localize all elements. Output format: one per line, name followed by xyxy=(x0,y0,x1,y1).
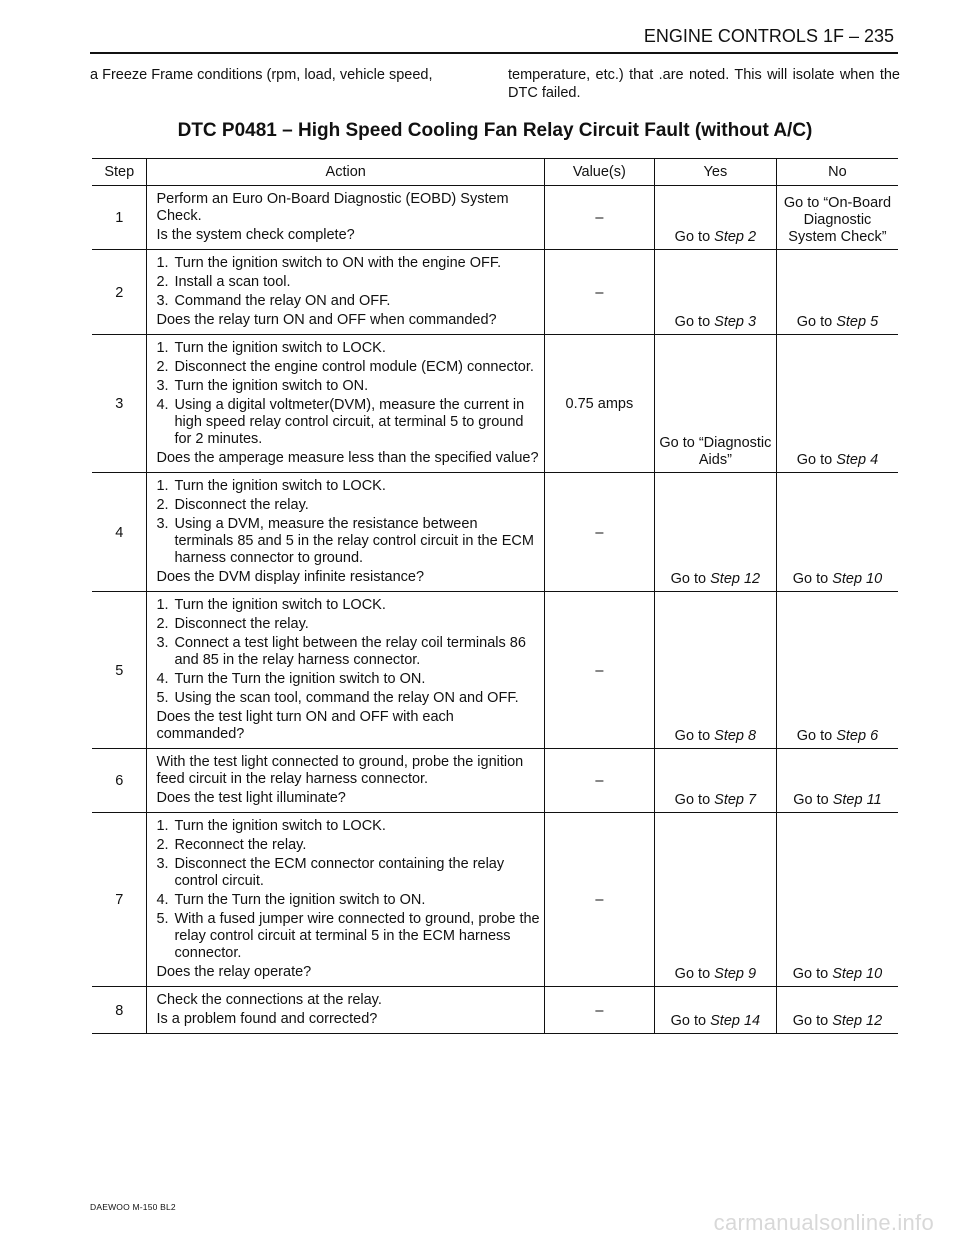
yes-goto xyxy=(675,792,756,808)
no-goto-text: Go to “On-Board Diagnostic System Check” xyxy=(783,195,892,245)
action-item-text: Disconnect the ECM connector containing the relay control circuit. xyxy=(174,856,505,889)
action-cell xyxy=(147,335,544,473)
column-header-step: Step xyxy=(92,159,147,186)
action-text: Does the test light illuminate? xyxy=(156,790,346,806)
no-cell xyxy=(776,813,898,987)
step-number: 6 xyxy=(92,749,147,813)
action-item-text: Reconnect the relay. xyxy=(174,837,307,853)
no-cell xyxy=(776,186,898,250)
no-goto xyxy=(797,728,878,744)
action-item-number: 3. xyxy=(156,635,169,651)
yes-goto xyxy=(675,229,756,245)
action-item-number: 4. xyxy=(156,892,169,908)
no-goto-prefix: Go to xyxy=(792,966,833,982)
no-cell xyxy=(776,250,898,335)
step-number: 7 xyxy=(92,813,147,987)
action-item-text: Turn the ignition switch to ON with the engine OFF. xyxy=(174,255,502,271)
action-item xyxy=(156,856,539,890)
yes-goto-prefix: Go to xyxy=(670,571,711,587)
yes-goto-prefix: Go to xyxy=(670,1013,711,1029)
intro-text xyxy=(90,66,900,102)
no-goto-ref: Step 4 xyxy=(836,452,879,468)
value-cell: – xyxy=(544,987,654,1034)
no-goto xyxy=(797,452,878,468)
column-header-action: Action xyxy=(147,159,544,186)
no-goto xyxy=(793,792,881,808)
action-item-text: Disconnect the engine control module (ECM) connector. xyxy=(174,359,534,375)
yes-cell xyxy=(654,592,776,749)
action-item-number: 4. xyxy=(156,671,169,687)
action-item-number: 2. xyxy=(156,497,169,513)
step-number: 5 xyxy=(92,592,147,749)
action-item-text: With a fused jumper wire connected to ground, probe the relay control circuit at terminal 5 in the ECM harness connector. xyxy=(174,911,540,961)
table-row xyxy=(92,186,898,250)
action-item-text: Turn the Turn the ignition switch to ON. xyxy=(174,671,426,687)
table-row xyxy=(92,250,898,335)
no-goto-ref: Step 10 xyxy=(832,966,883,982)
column-header-no: No xyxy=(776,159,898,186)
no-cell xyxy=(776,749,898,813)
action-item xyxy=(156,293,539,310)
column-header-yes: Yes xyxy=(654,159,776,186)
dtc-title: DTC P0481 – High Speed Cooling Fan Relay Circuit Fault (without A/C) xyxy=(177,120,813,141)
action-cell xyxy=(147,473,544,592)
yes-goto xyxy=(675,728,756,744)
action-text: Perform an Euro On-Board Diagnostic (EOBD) System Check. xyxy=(156,191,509,224)
action-cell xyxy=(147,813,544,987)
value-cell: 0.75 amps xyxy=(544,335,654,473)
step-number: 4 xyxy=(92,473,147,592)
table-header-row xyxy=(92,159,898,186)
step-number: 8 xyxy=(92,987,147,1034)
yes-cell xyxy=(654,749,776,813)
action-item-text: Disconnect the relay. xyxy=(174,497,309,513)
table-body xyxy=(92,186,898,1034)
action-item xyxy=(156,397,539,448)
yes-goto-ref: Step 12 xyxy=(710,571,761,587)
value-cell: – xyxy=(544,186,654,250)
action-item xyxy=(156,892,539,909)
yes-cell xyxy=(654,250,776,335)
no-goto-prefix: Go to xyxy=(793,792,833,808)
no-goto-ref: Step 11 xyxy=(832,792,882,808)
action-item-number: 1. xyxy=(156,255,169,271)
action-item-text: Command the relay ON and OFF. xyxy=(174,293,391,309)
action-item-text: Turn the ignition switch to LOCK. xyxy=(174,597,386,613)
no-goto xyxy=(793,1013,883,1029)
action-item xyxy=(156,497,539,514)
action-item-number: 3. xyxy=(156,378,169,394)
action-item xyxy=(156,671,539,688)
yes-goto xyxy=(675,966,756,982)
table-row xyxy=(92,592,898,749)
action-item xyxy=(156,597,539,614)
yes-goto-ref: Step 8 xyxy=(714,728,757,744)
action-item-text: Connect a test light between the relay coil terminals 86 and 85 in the relay harness connector. xyxy=(174,635,526,668)
yes-goto xyxy=(671,1013,761,1029)
action-item-text: Using a DVM, measure the resistance between terminals 85 and 5 in the relay control circuit in the ECM harness connector to ground. xyxy=(174,516,534,566)
no-goto-ref: Step 6 xyxy=(836,728,879,744)
action-item-number: 1. xyxy=(156,597,169,613)
action-item xyxy=(156,340,539,357)
page-header xyxy=(90,22,898,54)
action-item xyxy=(156,255,539,272)
column-header-values: Value(s) xyxy=(544,159,654,186)
table-row xyxy=(92,987,898,1034)
intro-left: a Freeze Frame conditions (rpm, load, vehicle speed, xyxy=(90,67,433,83)
action-item xyxy=(156,837,539,854)
action-item xyxy=(156,516,539,567)
yes-goto-prefix: Go to xyxy=(674,792,715,808)
action-item xyxy=(156,690,539,707)
action-item xyxy=(156,274,539,291)
action-text: Does the test light turn ON and OFF with each commanded? xyxy=(156,709,454,742)
action-item-number: 4. xyxy=(156,397,169,413)
action-item-number: 2. xyxy=(156,359,169,375)
action-text: Check the connections at the relay. xyxy=(156,992,382,1008)
no-goto xyxy=(797,314,878,330)
yes-goto-ref: Step 9 xyxy=(714,966,757,982)
no-goto-prefix: Go to xyxy=(792,571,833,587)
action-item-number: 2. xyxy=(156,274,169,290)
action-cell xyxy=(147,749,544,813)
yes-goto-ref: Step 7 xyxy=(714,792,757,808)
action-text: Does the DVM display infinite resistance? xyxy=(156,569,425,585)
yes-goto-ref: Step 14 xyxy=(710,1013,761,1029)
action-item-text: Turn the ignition switch to LOCK. xyxy=(174,340,386,356)
yes-goto-ref: Step 2 xyxy=(714,229,757,245)
no-cell xyxy=(776,592,898,749)
action-item-text: Install a scan tool. xyxy=(174,274,291,290)
no-cell xyxy=(776,473,898,592)
yes-cell xyxy=(654,813,776,987)
table-row xyxy=(92,473,898,592)
footer-code: DAEWOO M-150 BL2 xyxy=(90,1202,176,1212)
no-goto-prefix: Go to xyxy=(796,314,837,330)
intro-right: temperature, etc.) that .are noted. This will isolate when the DTC failed. xyxy=(508,67,900,101)
action-item xyxy=(156,616,539,633)
step-number: 1 xyxy=(92,186,147,250)
no-cell xyxy=(776,335,898,473)
action-text: Does the amperage measure less than the specified value? xyxy=(156,450,539,466)
action-text: Is the system check complete? xyxy=(156,227,355,243)
yes-goto-prefix: Go to xyxy=(674,966,715,982)
yes-goto-text: Go to “Diagnostic Aids” xyxy=(659,435,772,468)
action-item-number: 5. xyxy=(156,911,169,927)
action-item-number: 1. xyxy=(156,818,169,834)
yes-cell xyxy=(654,335,776,473)
action-item-text: Using the scan tool, command the relay ON and OFF. xyxy=(174,690,519,706)
action-cell xyxy=(147,592,544,749)
action-cell xyxy=(147,186,544,250)
action-item-text: Turn the ignition switch to LOCK. xyxy=(174,478,386,494)
no-goto-ref: Step 12 xyxy=(832,1013,883,1029)
action-text: Does the relay operate? xyxy=(156,964,312,980)
action-text: With the test light connected to ground, probe the ignition feed circuit in the relay harness connector. xyxy=(156,754,524,787)
action-item-number: 1. xyxy=(156,340,169,356)
action-cell xyxy=(147,250,544,335)
action-text: Is a problem found and corrected? xyxy=(156,1011,378,1027)
action-item-text: Turn the ignition switch to ON. xyxy=(174,378,369,394)
action-item-number: 3. xyxy=(156,856,169,872)
no-goto xyxy=(793,966,883,982)
yes-cell xyxy=(654,186,776,250)
action-item xyxy=(156,378,539,395)
yes-goto-ref: Step 3 xyxy=(714,314,757,330)
yes-goto xyxy=(671,571,761,587)
no-goto-prefix: Go to xyxy=(796,728,837,744)
action-item xyxy=(156,359,539,376)
action-item-number: 5. xyxy=(156,690,169,706)
action-item xyxy=(156,635,539,669)
action-item xyxy=(156,818,539,835)
action-item-number: 1. xyxy=(156,478,169,494)
action-item-text: Disconnect the relay. xyxy=(174,616,309,632)
action-item-number: 3. xyxy=(156,293,169,309)
watermark: carmanualsonline.info xyxy=(713,1210,934,1235)
table-row xyxy=(92,335,898,473)
value-cell: – xyxy=(544,749,654,813)
table-row xyxy=(92,749,898,813)
diagnostic-table xyxy=(92,158,898,1034)
action-item-text: Using a digital voltmeter(DVM), measure the current in high speed relay control circuit, at terminal 5 to ground for 2 minutes. xyxy=(174,397,525,447)
value-cell: – xyxy=(544,592,654,749)
step-number: 3 xyxy=(92,335,147,473)
no-goto-prefix: Go to xyxy=(796,452,837,468)
table-row xyxy=(92,813,898,987)
action-item-text: Turn the ignition switch to LOCK. xyxy=(174,818,386,834)
action-item-text: Turn the Turn the ignition switch to ON. xyxy=(174,892,426,908)
no-goto-prefix: Go to xyxy=(792,1013,833,1029)
action-cell xyxy=(147,987,544,1034)
yes-cell xyxy=(654,987,776,1034)
page-title: ENGINE CONTROLS 1F – 235 xyxy=(643,26,894,46)
action-item xyxy=(156,478,539,495)
yes-goto-prefix: Go to xyxy=(674,229,715,245)
action-text: Does the relay turn ON and OFF when commanded? xyxy=(156,312,497,328)
step-number: 2 xyxy=(92,250,147,335)
action-item xyxy=(156,911,539,962)
action-item-number: 3. xyxy=(156,516,169,532)
yes-goto xyxy=(675,314,756,330)
value-cell: – xyxy=(544,473,654,592)
no-goto-ref: Step 5 xyxy=(836,314,879,330)
no-goto-ref: Step 10 xyxy=(832,571,883,587)
action-item-number: 2. xyxy=(156,616,169,632)
action-item-number: 2. xyxy=(156,837,169,853)
no-goto xyxy=(793,571,883,587)
value-cell: – xyxy=(544,250,654,335)
no-cell xyxy=(776,987,898,1034)
yes-cell xyxy=(654,473,776,592)
yes-goto-prefix: Go to xyxy=(674,314,715,330)
value-cell: – xyxy=(544,813,654,987)
yes-goto-prefix: Go to xyxy=(674,728,715,744)
